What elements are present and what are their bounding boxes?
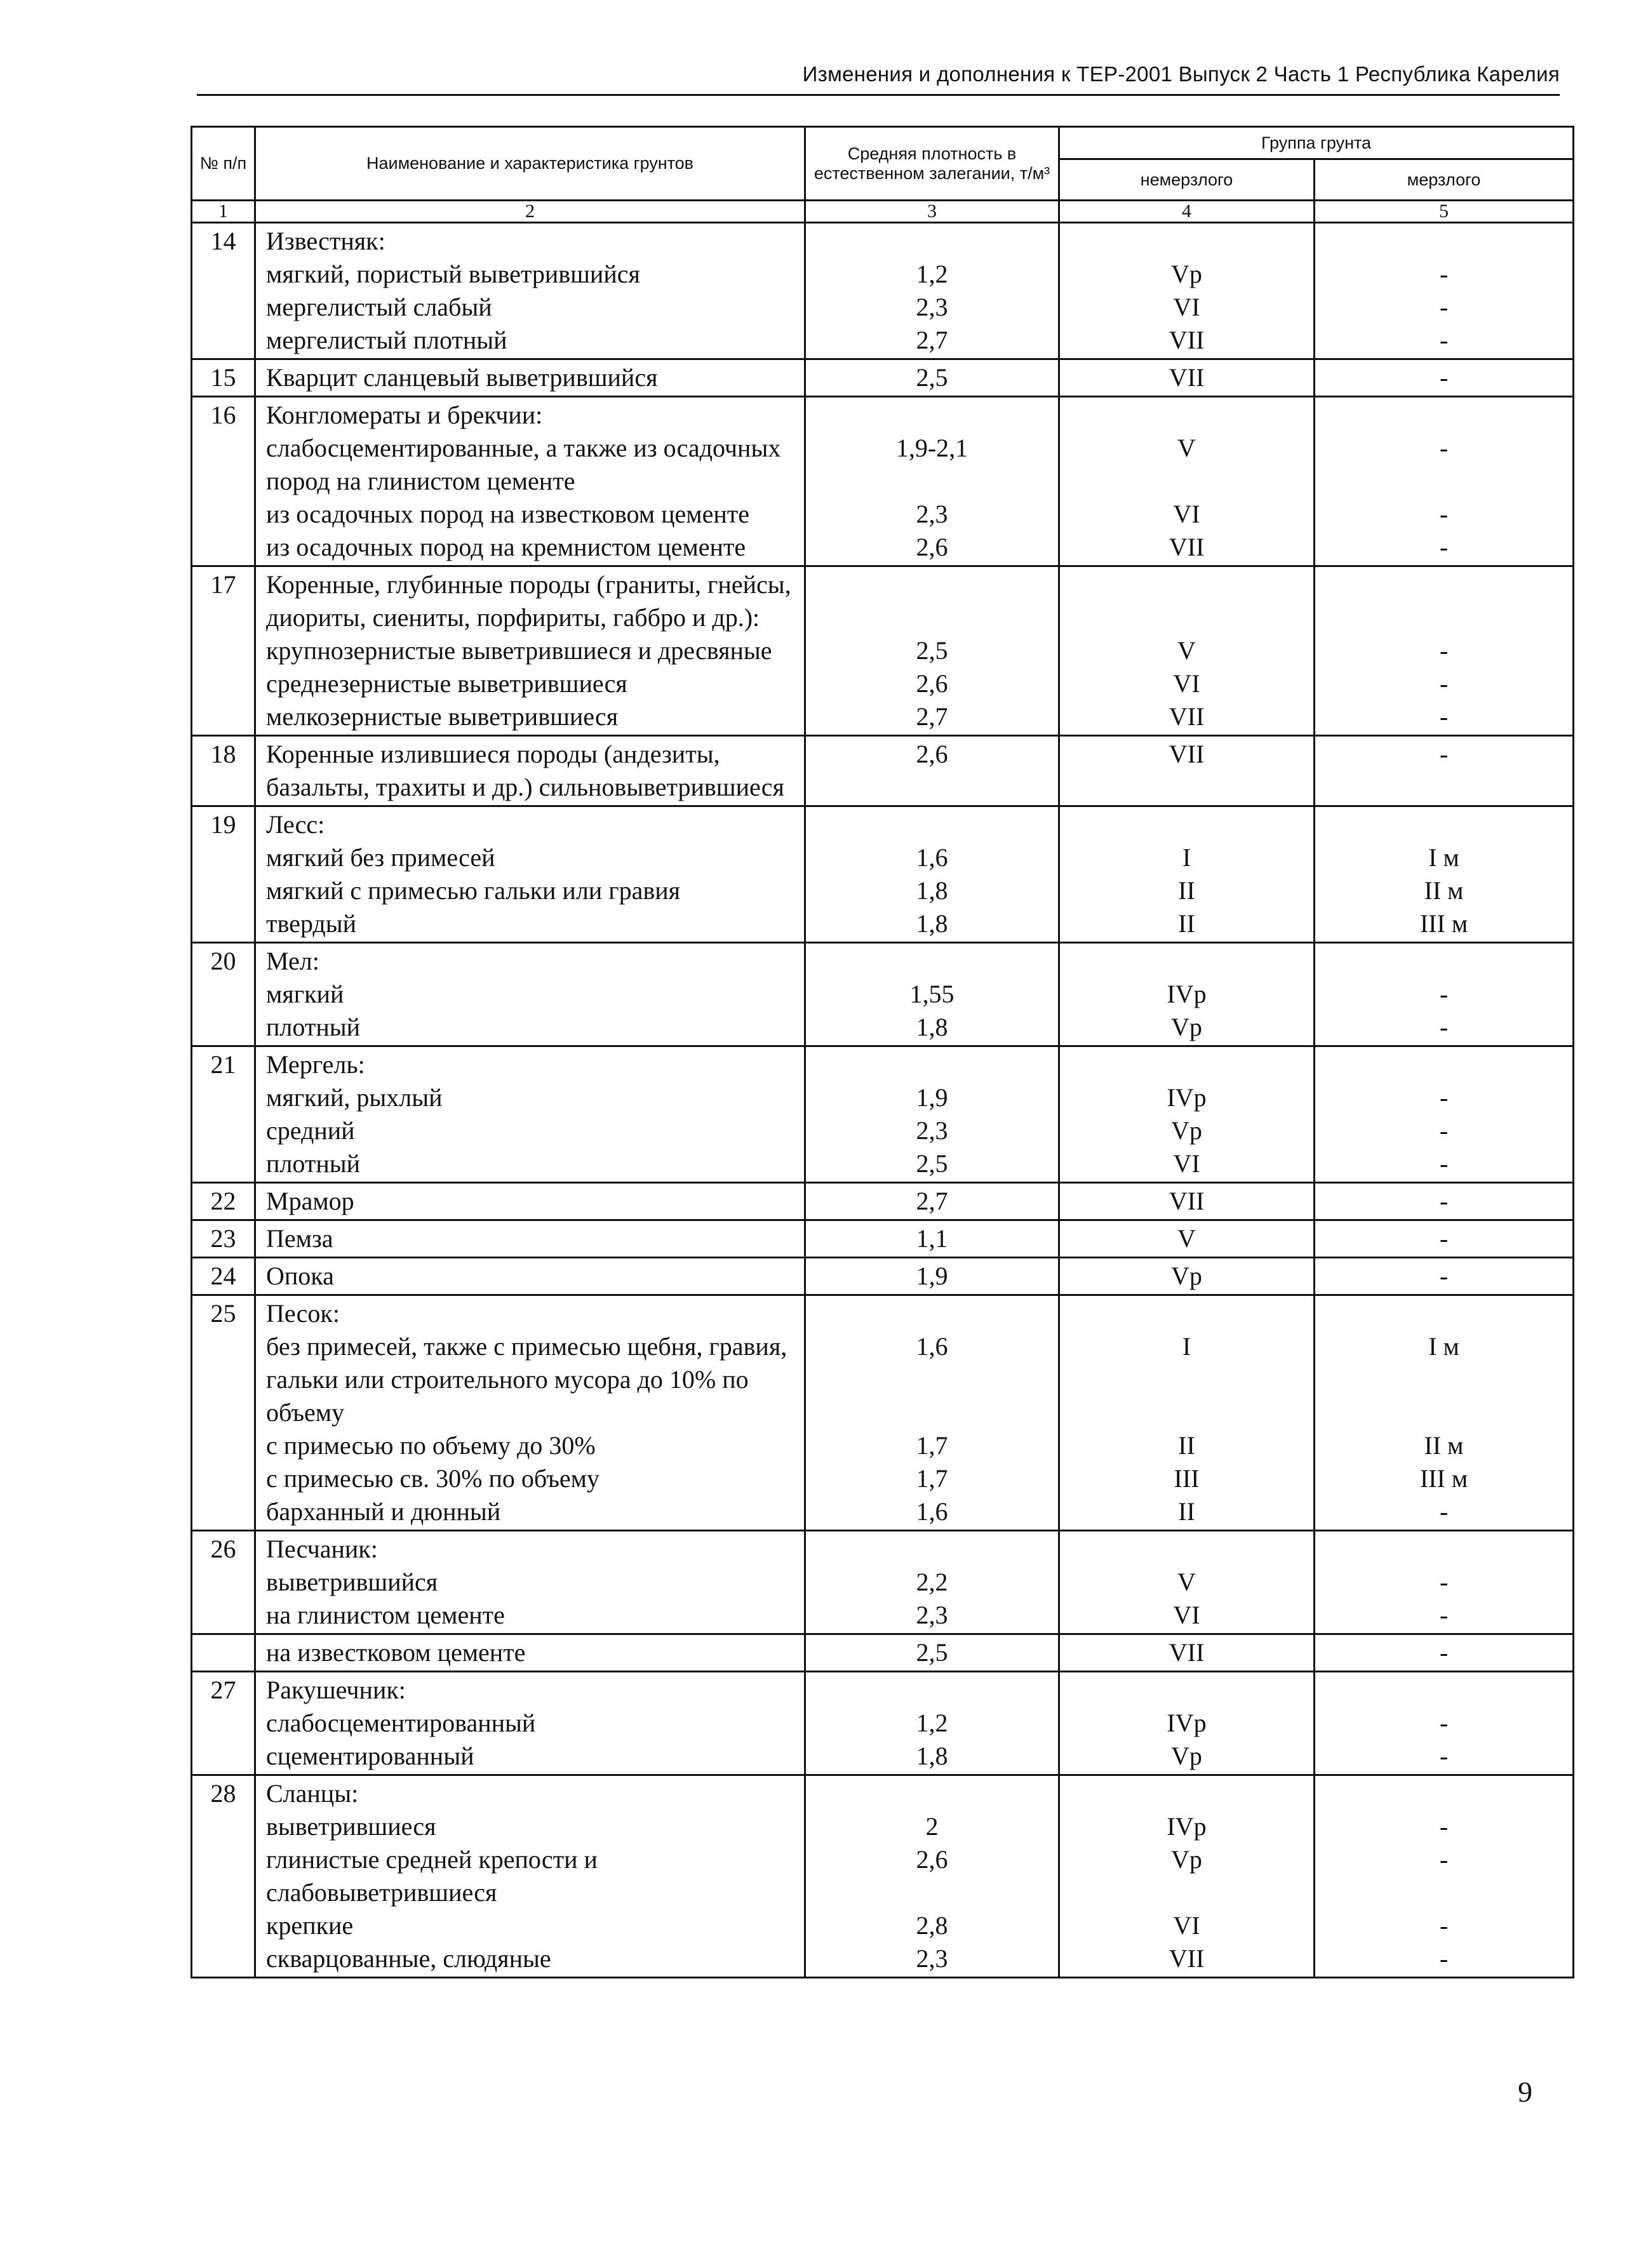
group-unfrozen bbox=[1060, 1533, 1313, 1566]
soil-name: плотный bbox=[266, 1149, 361, 1178]
group-unfrozen-cell bbox=[1059, 1672, 1315, 1775]
group-unfrozen: Vp bbox=[1171, 260, 1202, 288]
group-unfrozen bbox=[1060, 399, 1313, 432]
group-frozen: I м bbox=[1428, 843, 1459, 872]
density-value: 1,8 bbox=[916, 909, 948, 938]
group-unfrozen: V bbox=[1177, 434, 1196, 462]
table-row bbox=[192, 223, 1574, 359]
group-unfrozen: VII bbox=[1169, 1187, 1205, 1215]
density-value: 1,8 bbox=[916, 1013, 948, 1041]
soil-name: из осадочных пород на кремнистом цементе bbox=[266, 533, 746, 561]
group-unfrozen bbox=[1060, 568, 1313, 634]
soil-name: плотный bbox=[266, 1013, 361, 1041]
group-unfrozen: VI bbox=[1173, 1601, 1200, 1629]
density-value-cell bbox=[805, 223, 1059, 359]
density-value-cell bbox=[805, 1258, 1059, 1295]
soil-name: на глинистом цементе bbox=[266, 1601, 505, 1629]
group-unfrozen: IVp bbox=[1167, 1083, 1207, 1112]
row-number: 16 bbox=[192, 397, 255, 566]
table-row bbox=[192, 566, 1574, 736]
group-unfrozen: VII bbox=[1169, 1638, 1205, 1667]
soil-name-cell bbox=[255, 736, 805, 806]
soil-name: с примесью по объему до 30% bbox=[266, 1431, 596, 1460]
soil-name-cell bbox=[255, 1634, 805, 1672]
group-frozen: - bbox=[1439, 1224, 1449, 1253]
group-frozen bbox=[1315, 1297, 1572, 1330]
soil-name: Известняк: bbox=[266, 227, 385, 255]
group-unfrozen: VII bbox=[1169, 740, 1205, 768]
group-frozen-cell bbox=[1315, 1220, 1574, 1258]
soil-name: Лесс: bbox=[266, 810, 325, 839]
density-value-cell bbox=[805, 943, 1059, 1046]
table-row bbox=[192, 806, 1574, 943]
group-unfrozen bbox=[1060, 1777, 1313, 1810]
soil-name: выветрившиеся bbox=[266, 1812, 436, 1841]
density-value-cell bbox=[805, 566, 1059, 736]
table-row bbox=[192, 1672, 1574, 1775]
table-row bbox=[192, 1220, 1574, 1258]
group-frozen-cell bbox=[1315, 1183, 1574, 1220]
group-frozen-cell bbox=[1315, 397, 1574, 566]
density-value: 2,3 bbox=[916, 1601, 948, 1629]
group-unfrozen-cell bbox=[1059, 1046, 1315, 1183]
group-unfrozen-cell bbox=[1059, 359, 1315, 397]
group-unfrozen-cell bbox=[1059, 1258, 1315, 1295]
group-unfrozen bbox=[1060, 808, 1313, 841]
row-number: 26 bbox=[192, 1531, 255, 1634]
density-value-cell bbox=[805, 736, 1059, 806]
header-name: Наименование и характеристика грунтов bbox=[255, 127, 805, 201]
group-frozen: - bbox=[1439, 1638, 1449, 1667]
group-frozen: II м bbox=[1424, 1431, 1464, 1460]
group-frozen: - bbox=[1439, 636, 1449, 665]
density-value-cell bbox=[805, 1775, 1059, 1978]
density-value bbox=[806, 399, 1058, 432]
group-frozen: - bbox=[1439, 980, 1449, 1008]
density-value: 2,7 bbox=[916, 1187, 948, 1215]
soil-name: Песок: bbox=[266, 1299, 340, 1328]
group-frozen-cell bbox=[1315, 223, 1574, 359]
group-unfrozen: IVp bbox=[1167, 1812, 1207, 1841]
group-unfrozen: VII bbox=[1169, 702, 1205, 731]
group-unfrozen: Vp bbox=[1171, 1742, 1202, 1770]
group-frozen-cell bbox=[1315, 1258, 1574, 1295]
density-value: 2,5 bbox=[916, 1149, 948, 1178]
density-value bbox=[806, 1297, 1058, 1330]
soil-name: мягкий с примесью гальки или гравия bbox=[266, 876, 681, 905]
density-value: 1,7 bbox=[916, 1464, 948, 1493]
soil-name-cell bbox=[255, 806, 805, 943]
group-frozen: - bbox=[1439, 500, 1449, 528]
density-value: 2,7 bbox=[916, 326, 948, 354]
density-value: 2,3 bbox=[916, 293, 948, 321]
soil-name: средний bbox=[266, 1116, 355, 1145]
group-unfrozen: II bbox=[1178, 876, 1195, 905]
row-number: 22 bbox=[192, 1183, 255, 1220]
soil-name: Опока bbox=[266, 1262, 334, 1290]
group-frozen: - bbox=[1439, 1742, 1449, 1770]
soil-name-cell bbox=[255, 1295, 805, 1531]
group-frozen: - bbox=[1439, 669, 1449, 698]
soil-name: Коренные излившиеся породы (андезиты, базальты, трахиты и др.) сильновыветрившиеся bbox=[266, 740, 784, 801]
soil-name-cell bbox=[255, 1775, 805, 1978]
group-frozen: III м bbox=[1419, 909, 1468, 938]
header-rule bbox=[197, 94, 1560, 96]
group-frozen: - bbox=[1439, 434, 1449, 462]
density-value: 2,6 bbox=[916, 669, 948, 698]
table-row bbox=[192, 1258, 1574, 1295]
density-value-cell bbox=[805, 1183, 1059, 1220]
soil-name: мягкий, пористый выветрившийся bbox=[266, 260, 640, 288]
group-unfrozen-cell bbox=[1059, 397, 1315, 566]
group-frozen-cell bbox=[1315, 1046, 1574, 1183]
density-value bbox=[806, 568, 1058, 634]
group-unfrozen: I bbox=[1182, 843, 1191, 872]
group-frozen bbox=[1315, 1777, 1572, 1810]
soil-name: мелкозернистые выветрившиеся bbox=[266, 702, 619, 731]
table-row bbox=[192, 359, 1574, 397]
soil-name: мергелистый плотный bbox=[266, 326, 507, 354]
group-unfrozen-cell bbox=[1059, 1183, 1315, 1220]
density-value: 2,2 bbox=[916, 1568, 948, 1596]
density-value: 2,3 bbox=[916, 1944, 948, 1973]
soil-name: мягкий, рыхлый bbox=[266, 1083, 443, 1112]
soil-name: мягкий без примесей bbox=[266, 843, 495, 872]
group-unfrozen: III bbox=[1174, 1464, 1200, 1493]
soil-name: барханный и дюнный bbox=[266, 1497, 501, 1526]
group-unfrozen-cell bbox=[1059, 1220, 1315, 1258]
group-unfrozen: V bbox=[1177, 1224, 1196, 1253]
group-frozen-cell bbox=[1315, 1634, 1574, 1672]
row-number: 14 bbox=[192, 223, 255, 359]
soil-name-cell bbox=[255, 1258, 805, 1295]
soil-name: крупнозернистые выветрившиеся и дресвяные bbox=[266, 636, 772, 665]
soil-name: крепкие bbox=[266, 1911, 354, 1940]
group-frozen bbox=[1315, 225, 1572, 258]
row-number: 25 bbox=[192, 1295, 255, 1531]
group-frozen: - bbox=[1439, 293, 1449, 321]
soil-name-cell bbox=[255, 1046, 805, 1183]
soil-name: сцементированный bbox=[266, 1742, 474, 1770]
soil-name: Мрамор bbox=[266, 1187, 354, 1215]
density-value: 1,8 bbox=[916, 1742, 948, 1770]
density-value: 2,5 bbox=[916, 636, 948, 665]
group-frozen-cell bbox=[1315, 736, 1574, 806]
density-value: 1,9 bbox=[916, 1262, 948, 1290]
soil-name-cell bbox=[255, 566, 805, 736]
group-unfrozen-cell bbox=[1059, 223, 1315, 359]
header-group: Группа грунта bbox=[1059, 127, 1574, 159]
group-frozen: III м bbox=[1419, 1464, 1468, 1493]
col-number: 5 bbox=[1315, 201, 1574, 223]
density-value bbox=[806, 945, 1058, 978]
group-unfrozen: VI bbox=[1173, 500, 1200, 528]
density-value: 2,6 bbox=[916, 740, 948, 768]
group-unfrozen: I bbox=[1182, 1332, 1191, 1361]
group-frozen: II м bbox=[1424, 876, 1464, 905]
group-unfrozen-cell bbox=[1059, 806, 1315, 943]
table-row bbox=[192, 1531, 1574, 1634]
row-number bbox=[192, 1634, 255, 1672]
group-frozen bbox=[1315, 1533, 1572, 1566]
table-row bbox=[192, 943, 1574, 1046]
row-number: 15 bbox=[192, 359, 255, 397]
group-frozen: - bbox=[1439, 1116, 1449, 1145]
density-value-cell bbox=[805, 1295, 1059, 1531]
soil-name: Мергель: bbox=[266, 1050, 365, 1079]
group-frozen bbox=[1315, 1674, 1572, 1707]
group-unfrozen: II bbox=[1178, 1431, 1195, 1460]
soil-name: слабосцементированный bbox=[266, 1709, 536, 1737]
group-frozen: - bbox=[1439, 740, 1449, 768]
density-value: 2,6 bbox=[916, 1845, 948, 1874]
row-number: 23 bbox=[192, 1220, 255, 1258]
col-number: 2 bbox=[255, 201, 805, 223]
soil-name: Ракушечник: bbox=[266, 1676, 406, 1704]
density-value: 2,3 bbox=[916, 1116, 948, 1145]
soil-name: на известковом цементе bbox=[266, 1638, 526, 1667]
soil-name-cell bbox=[255, 1220, 805, 1258]
soil-name: Конгломераты и брекчии: bbox=[266, 401, 543, 429]
page-number: 9 bbox=[1518, 2076, 1532, 2108]
density-value: 2 bbox=[925, 1812, 939, 1841]
density-value: 1,8 bbox=[916, 876, 948, 905]
group-unfrozen-cell bbox=[1059, 736, 1315, 806]
group-frozen: - bbox=[1439, 326, 1449, 354]
soil-name: Мел: bbox=[266, 947, 319, 975]
table-row bbox=[192, 1046, 1574, 1183]
group-unfrozen: VI bbox=[1173, 293, 1200, 321]
soil-name: Коренные, глубинные породы (граниты, гнейсы, диориты, сиениты, порфириты, габбро и др.): bbox=[266, 570, 791, 632]
soil-name-cell bbox=[255, 1531, 805, 1634]
soil-name-cell bbox=[255, 1672, 805, 1775]
density-value: 1,2 bbox=[916, 1709, 948, 1737]
table-body bbox=[192, 223, 1574, 1978]
soil-name: скварцованные, слюдяные bbox=[266, 1944, 551, 1973]
soil-name-cell bbox=[255, 1183, 805, 1220]
header-density: Средняя плотность в естественном залегании, т/м³ bbox=[805, 127, 1059, 201]
density-value-cell bbox=[805, 1220, 1059, 1258]
group-unfrozen: Vp bbox=[1171, 1013, 1202, 1041]
group-frozen-cell bbox=[1315, 1531, 1574, 1634]
soil-name: выветрившийся bbox=[266, 1568, 438, 1596]
soil-name: без примесей, также с примесью щебня, гравия, гальки или строительного мусора до 10% по объему bbox=[266, 1332, 787, 1427]
density-value-cell bbox=[805, 397, 1059, 566]
group-frozen: - bbox=[1439, 260, 1449, 288]
table-row bbox=[192, 1295, 1574, 1531]
density-value: 2,5 bbox=[916, 1638, 948, 1667]
table-row bbox=[192, 1634, 1574, 1672]
density-value: 2,3 bbox=[916, 500, 948, 528]
density-value: 1,7 bbox=[916, 1431, 948, 1460]
group-frozen: I м bbox=[1428, 1332, 1459, 1361]
group-unfrozen bbox=[1060, 945, 1313, 978]
group-frozen-cell bbox=[1315, 943, 1574, 1046]
group-frozen: - bbox=[1439, 1568, 1449, 1596]
group-frozen: - bbox=[1439, 1812, 1449, 1841]
group-unfrozen: V bbox=[1177, 636, 1196, 665]
group-unfrozen-cell bbox=[1059, 566, 1315, 736]
row-number: 21 bbox=[192, 1046, 255, 1183]
col-number: 3 bbox=[805, 201, 1059, 223]
group-frozen-cell bbox=[1315, 359, 1574, 397]
density-value: 1,6 bbox=[916, 843, 948, 872]
col-number: 4 bbox=[1059, 201, 1315, 223]
soil-name: с примесью св. 30% по объему bbox=[266, 1464, 600, 1493]
group-unfrozen bbox=[1060, 1048, 1313, 1081]
group-unfrozen: VII bbox=[1169, 533, 1205, 561]
table-row bbox=[192, 1183, 1574, 1220]
group-frozen-cell bbox=[1315, 1775, 1574, 1978]
group-frozen-cell bbox=[1315, 566, 1574, 736]
soil-name: слабосцементированные, а также из осадочных пород на глинистом цементе bbox=[266, 434, 781, 495]
density-value-cell bbox=[805, 1531, 1059, 1634]
group-frozen bbox=[1315, 945, 1572, 978]
group-unfrozen-cell bbox=[1059, 1531, 1315, 1634]
row-number: 19 bbox=[192, 806, 255, 943]
soil-name: Сланцы: bbox=[266, 1779, 359, 1808]
group-frozen: - bbox=[1439, 1149, 1449, 1178]
group-frozen-cell bbox=[1315, 1295, 1574, 1531]
group-unfrozen: II bbox=[1178, 1497, 1195, 1526]
density-value bbox=[806, 1777, 1058, 1810]
header-unfrozen: немерзлого bbox=[1059, 159, 1315, 201]
soil-name: глинистые средней крепости и слабовыветрившиеся bbox=[266, 1845, 598, 1907]
row-number: 28 bbox=[192, 1775, 255, 1978]
col-number: 1 bbox=[192, 201, 255, 223]
soil-name: мергелистый слабый bbox=[266, 293, 492, 321]
group-frozen: - bbox=[1439, 1845, 1449, 1874]
density-value: 1,2 bbox=[916, 260, 948, 288]
group-unfrozen: V bbox=[1177, 1568, 1196, 1596]
density-value bbox=[806, 1533, 1058, 1566]
density-value bbox=[806, 225, 1058, 258]
group-unfrozen: Vp bbox=[1171, 1116, 1202, 1145]
density-value bbox=[806, 1674, 1058, 1707]
soil-name: мягкий bbox=[266, 980, 344, 1008]
group-frozen: - bbox=[1439, 363, 1449, 392]
group-frozen: - bbox=[1439, 1601, 1449, 1629]
group-frozen: - bbox=[1439, 1709, 1449, 1737]
group-unfrozen: Vp bbox=[1171, 1262, 1202, 1290]
soil-name-cell bbox=[255, 223, 805, 359]
density-value-cell bbox=[805, 1634, 1059, 1672]
soil-name-cell bbox=[255, 397, 805, 566]
soil-name: твердый bbox=[266, 909, 356, 938]
group-unfrozen-cell bbox=[1059, 1295, 1315, 1531]
density-value: 1,55 bbox=[909, 980, 955, 1008]
group-frozen bbox=[1315, 399, 1572, 432]
density-value: 2,7 bbox=[916, 702, 948, 731]
row-number: 17 bbox=[192, 566, 255, 736]
density-value: 1,1 bbox=[916, 1224, 948, 1253]
soil-name: Песчаник: bbox=[266, 1535, 378, 1563]
group-frozen: - bbox=[1439, 1944, 1449, 1973]
density-value: 1,6 bbox=[916, 1497, 948, 1526]
group-unfrozen-cell bbox=[1059, 1634, 1315, 1672]
group-frozen bbox=[1315, 568, 1572, 634]
row-number: 27 bbox=[192, 1672, 255, 1775]
group-unfrozen: VII bbox=[1169, 1944, 1205, 1973]
group-frozen: - bbox=[1439, 1083, 1449, 1112]
group-unfrozen bbox=[1060, 1674, 1313, 1707]
soil-name-cell bbox=[255, 943, 805, 1046]
row-number: 24 bbox=[192, 1258, 255, 1295]
density-value: 2,5 bbox=[916, 363, 948, 392]
density-value bbox=[806, 808, 1058, 841]
group-frozen: - bbox=[1439, 533, 1449, 561]
group-unfrozen bbox=[1060, 1297, 1313, 1330]
soil-classification-table bbox=[191, 126, 1574, 1978]
soil-name: Пемза bbox=[266, 1224, 333, 1253]
group-frozen: - bbox=[1439, 1013, 1449, 1041]
group-unfrozen-cell bbox=[1059, 1775, 1315, 1978]
density-value-cell bbox=[805, 1046, 1059, 1183]
group-unfrozen: VI bbox=[1173, 1911, 1200, 1940]
group-frozen: - bbox=[1439, 702, 1449, 731]
soil-name: среднезернистые выветрившиеся bbox=[266, 669, 627, 698]
group-frozen bbox=[1315, 1048, 1572, 1081]
density-value: 2,6 bbox=[916, 533, 948, 561]
group-unfrozen: VI bbox=[1173, 1149, 1200, 1178]
group-frozen: - bbox=[1439, 1911, 1449, 1940]
density-value: 1,9-2,1 bbox=[895, 434, 968, 462]
group-unfrozen: Vp bbox=[1171, 1845, 1202, 1874]
row-number: 20 bbox=[192, 943, 255, 1046]
group-unfrozen-cell bbox=[1059, 943, 1315, 1046]
running-header: Изменения и дополнения к ТЕР-2001 Выпуск 2 Часть 1 Республика Карелия bbox=[802, 62, 1560, 86]
soil-name: Кварцит сланцевый выветрившийся bbox=[266, 363, 658, 392]
table-row bbox=[192, 1775, 1574, 1978]
table-row bbox=[192, 397, 1574, 566]
soil-name-cell bbox=[255, 359, 805, 397]
group-frozen-cell bbox=[1315, 806, 1574, 943]
density-value-cell bbox=[805, 806, 1059, 943]
row-number: 18 bbox=[192, 736, 255, 806]
header-frozen: мерзлого bbox=[1315, 159, 1574, 201]
group-unfrozen bbox=[1060, 225, 1313, 258]
group-unfrozen: VI bbox=[1173, 669, 1200, 698]
group-unfrozen: IVp bbox=[1167, 980, 1207, 1008]
group-unfrozen: VII bbox=[1169, 363, 1205, 392]
group-unfrozen: II bbox=[1178, 909, 1195, 938]
group-frozen bbox=[1315, 808, 1572, 841]
density-value: 1,9 bbox=[916, 1083, 948, 1112]
density-value: 1,6 bbox=[916, 1332, 948, 1361]
table-row bbox=[192, 736, 1574, 806]
density-value-cell bbox=[805, 359, 1059, 397]
density-value: 2,8 bbox=[916, 1911, 948, 1940]
group-unfrozen: VII bbox=[1169, 326, 1205, 354]
density-value bbox=[806, 1048, 1058, 1081]
header-num: № п/п bbox=[192, 127, 255, 201]
group-frozen: - bbox=[1439, 1497, 1449, 1526]
group-frozen-cell bbox=[1315, 1672, 1574, 1775]
group-frozen: - bbox=[1439, 1187, 1449, 1215]
soil-name: из осадочных пород на известковом цементе bbox=[266, 500, 749, 528]
density-value-cell bbox=[805, 1672, 1059, 1775]
group-frozen: - bbox=[1439, 1262, 1449, 1290]
group-unfrozen: IVp bbox=[1167, 1709, 1207, 1737]
